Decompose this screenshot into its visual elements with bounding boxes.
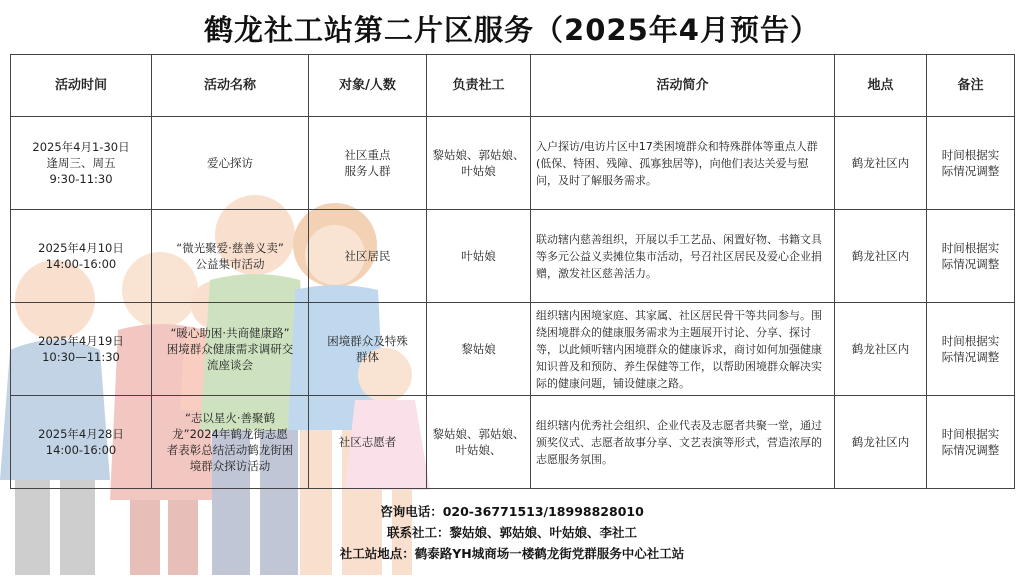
activity-note: 时间根据实 际情况调整 <box>941 148 1000 178</box>
activity-target: 社区重点 服务人群 <box>344 148 391 178</box>
activity-description: 联动辖内慈善组织，开展以手工艺品、闲置好物、书籍文具等多元公益义卖摊位集市活动，号召社区居民及爱心企业捐赠，激发社区慈善活力。 <box>536 232 822 280</box>
header-note: 备注 <box>927 55 1015 117</box>
activity-staff: 黎姑娘、郭姑娘、 叶姑娘、 <box>432 427 525 457</box>
page-title: 鹤龙社工站第二片区服务（2025年4月预告） <box>204 13 820 47</box>
activity-location: 鹤龙社区内 <box>851 156 910 170</box>
table-row <box>11 210 1015 303</box>
activity-name: “暖心助困·共商健康路” 困境群众健康需求调研交 流座谈会 <box>166 326 294 372</box>
activity-note: 时间根据实 际情况调整 <box>941 427 1000 457</box>
activity-staff: 黎姑娘、郭姑娘、 叶姑娘 <box>432 148 525 178</box>
footer-address: 社工站地点：鹤泰路YH城商场一楼鹤龙街党群服务中心社工站 <box>339 546 685 561</box>
header-name: 活动名称 <box>152 55 309 117</box>
activity-location: 鹤龙社区内 <box>851 249 910 263</box>
footer-phone: 咨询电话：020-36771513/18998828010 <box>380 504 644 519</box>
footer-contact: 联系社工：黎姑娘、郭姑娘、叶姑娘、李社工 <box>386 525 637 540</box>
activity-staff: 黎姑娘 <box>461 342 496 356</box>
activity-location: 鹤龙社区内 <box>851 435 910 449</box>
activity-target: 社区居民 <box>344 249 391 263</box>
table-row <box>11 303 1015 396</box>
activity-time: 2025年4月1-30日 逢周三、周五 9:30-11:30 <box>32 140 130 186</box>
header-description: 活动简介 <box>531 55 835 117</box>
activity-time: 2025年4月28日 14:00-16:00 <box>38 427 124 457</box>
header-location: 地点 <box>835 55 927 117</box>
activity-note: 时间根据实 际情况调整 <box>941 241 1000 271</box>
activity-target: 社区志愿者 <box>338 435 397 449</box>
activity-staff: 叶姑娘 <box>461 249 496 263</box>
activity-time: 2025年4月10日 14:00-16:00 <box>38 241 124 271</box>
activity-description: 组织辖内优秀社会组织、企业代表及志愿者共聚一堂，通过颁奖仪式、志愿者故事分享、文艺表演等形式，营造浓厚的志愿服务氛围。 <box>536 418 822 466</box>
activity-name: “志以星火·善聚鹤 龙”2024年鹤龙街志愿 者表彰总结活动鹤龙街困 境群众探访活动 <box>166 411 294 473</box>
activity-name: “微光聚爱·慈善义卖” 公益集市活动 <box>176 241 284 271</box>
schedule-table <box>10 54 1015 489</box>
activity-description: 入户探访/电访片区中17类困境群众和特殊群体等重点人群(低保、特困、残障、孤寡独居等)，向他们表达关爱与慰问，及时了解服务需求。 <box>536 139 818 187</box>
activity-target: 困境群众及特殊 群体 <box>327 334 408 364</box>
activity-description: 组织辖内困境家庭、其家属、社区居民骨干等共同参与。围绕困境群众的健康服务需求为主题展开讨论、分享、探讨等，以此倾听辖内困境群众的健康诉求，商讨如何加强健康知识普及和预防、养生保健等工作，以帮助困境群众解决实际的健康问题，铺设健康之路。 <box>536 308 822 390</box>
table-header-row <box>11 55 1015 117</box>
header-target: 对象/人数 <box>309 55 427 117</box>
activity-note: 时间根据实 际情况调整 <box>941 334 1000 364</box>
header-time: 活动时间 <box>11 55 152 117</box>
table-row <box>11 117 1015 210</box>
table-row <box>11 396 1015 489</box>
activity-time: 2025年4月19日 10:30—11:30 <box>38 334 124 364</box>
header-staff: 负责社工 <box>427 55 531 117</box>
activity-name: 爱心探访 <box>207 156 253 170</box>
activity-location: 鹤龙社区内 <box>851 342 910 356</box>
